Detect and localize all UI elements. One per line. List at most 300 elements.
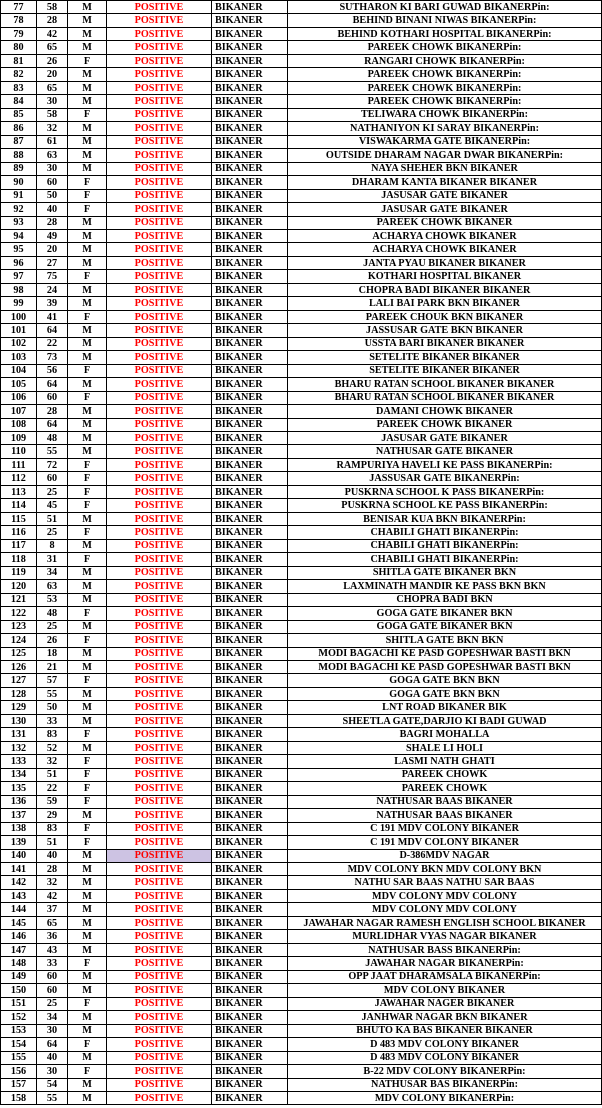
table-row bbox=[1, 957, 602, 970]
serial-number-cell: 113 bbox=[1, 485, 37, 498]
age-cell: 52 bbox=[37, 741, 68, 754]
serial-number-cell: 117 bbox=[1, 539, 37, 552]
gender-cell: F bbox=[68, 607, 107, 620]
address-cell: GOGA GATE BKN BKN bbox=[288, 687, 602, 700]
district-cell: BIKANER bbox=[212, 324, 288, 337]
serial-number-cell: 149 bbox=[1, 970, 37, 983]
age-cell: 39 bbox=[37, 297, 68, 310]
age-cell: 27 bbox=[37, 256, 68, 269]
gender-cell: M bbox=[68, 943, 107, 956]
age-cell: 40 bbox=[37, 203, 68, 216]
result-cell: POSITIVE bbox=[107, 863, 212, 876]
serial-number-cell: 132 bbox=[1, 741, 37, 754]
result-cell: POSITIVE bbox=[107, 405, 212, 418]
gender-cell: M bbox=[68, 539, 107, 552]
table-row bbox=[1, 539, 602, 552]
district-cell: BIKANER bbox=[212, 957, 288, 970]
result-cell: POSITIVE bbox=[107, 1091, 212, 1104]
district-cell: BIKANER bbox=[212, 162, 288, 175]
age-cell: 25 bbox=[37, 620, 68, 633]
age-cell: 33 bbox=[37, 714, 68, 727]
address-cell: NAYA SHEHER BKN BIKANER bbox=[288, 162, 602, 175]
district-cell: BIKANER bbox=[212, 634, 288, 647]
district-cell: BIKANER bbox=[212, 984, 288, 997]
age-cell: 64 bbox=[37, 418, 68, 431]
result-cell: POSITIVE bbox=[107, 27, 212, 40]
serial-number-cell: 139 bbox=[1, 836, 37, 849]
gender-cell: F bbox=[68, 391, 107, 404]
address-cell: MDV COLONY BIKANER bbox=[288, 984, 602, 997]
table-row bbox=[1, 14, 602, 27]
gender-cell: F bbox=[68, 189, 107, 202]
age-cell: 32 bbox=[37, 755, 68, 768]
serial-number-cell: 124 bbox=[1, 634, 37, 647]
district-cell: BIKANER bbox=[212, 108, 288, 121]
gender-cell: M bbox=[68, 1051, 107, 1064]
age-cell: 64 bbox=[37, 324, 68, 337]
gender-cell: M bbox=[68, 849, 107, 862]
table-row bbox=[1, 930, 602, 943]
serial-number-cell: 128 bbox=[1, 687, 37, 700]
table-row bbox=[1, 1011, 602, 1024]
serial-number-cell: 151 bbox=[1, 997, 37, 1010]
serial-number-cell: 121 bbox=[1, 593, 37, 606]
age-cell: 50 bbox=[37, 701, 68, 714]
district-cell: BIKANER bbox=[212, 1, 288, 14]
gender-cell: F bbox=[68, 108, 107, 121]
serial-number-cell: 142 bbox=[1, 876, 37, 889]
address-cell: BHARU RATAN SCHOOL BIKANER BIKANER bbox=[288, 391, 602, 404]
age-cell: 60 bbox=[37, 970, 68, 983]
table-row bbox=[1, 95, 602, 108]
table-row bbox=[1, 809, 602, 822]
age-cell: 34 bbox=[37, 1011, 68, 1024]
serial-number-cell: 85 bbox=[1, 108, 37, 121]
district-cell: BIKANER bbox=[212, 499, 288, 512]
address-cell: SHALE LI HOLI bbox=[288, 741, 602, 754]
table-row bbox=[1, 81, 602, 94]
result-cell: POSITIVE bbox=[107, 889, 212, 902]
district-cell: BIKANER bbox=[212, 135, 288, 148]
district-cell: BIKANER bbox=[212, 1091, 288, 1104]
result-cell: POSITIVE bbox=[107, 1011, 212, 1024]
result-cell: POSITIVE bbox=[107, 337, 212, 350]
district-cell: BIKANER bbox=[212, 836, 288, 849]
gender-cell: M bbox=[68, 930, 107, 943]
address-cell: OUTSIDE DHARAM NAGAR DWAR BIKANERPin: bbox=[288, 149, 602, 162]
serial-number-cell: 133 bbox=[1, 755, 37, 768]
address-cell: PAREEK CHOWK BIKANER bbox=[288, 216, 602, 229]
address-cell: D 483 MDV COLONY BIKANER bbox=[288, 1038, 602, 1051]
serial-number-cell: 143 bbox=[1, 889, 37, 902]
result-cell: POSITIVE bbox=[107, 984, 212, 997]
district-cell: BIKANER bbox=[212, 1065, 288, 1078]
table-row bbox=[1, 391, 602, 404]
age-cell: 55 bbox=[37, 687, 68, 700]
table-row bbox=[1, 256, 602, 269]
result-cell: POSITIVE bbox=[107, 1078, 212, 1091]
table-row bbox=[1, 405, 602, 418]
result-cell: POSITIVE bbox=[107, 472, 212, 485]
result-cell: POSITIVE bbox=[107, 903, 212, 916]
table-row bbox=[1, 297, 602, 310]
patient-list-body bbox=[1, 1, 602, 1105]
district-cell: BIKANER bbox=[212, 472, 288, 485]
address-cell: MODI BAGACHI KE PASD GOPESHWAR BASTI BKN bbox=[288, 647, 602, 660]
address-cell: JASSUSAR GATE BIKANERPin: bbox=[288, 472, 602, 485]
result-cell: POSITIVE bbox=[107, 485, 212, 498]
gender-cell: M bbox=[68, 970, 107, 983]
district-cell: BIKANER bbox=[212, 14, 288, 27]
table-row bbox=[1, 822, 602, 835]
result-cell: POSITIVE bbox=[107, 1024, 212, 1037]
result-cell: POSITIVE bbox=[107, 458, 212, 471]
table-row bbox=[1, 876, 602, 889]
age-cell: 32 bbox=[37, 876, 68, 889]
result-cell: POSITIVE bbox=[107, 930, 212, 943]
address-cell: JASSUSAR GATE BKN BIKANER bbox=[288, 324, 602, 337]
address-cell: NATHUSAR BAAS BIKANER bbox=[288, 809, 602, 822]
address-cell: TELIWARA CHOWK BIKANERPin: bbox=[288, 108, 602, 121]
gender-cell: F bbox=[68, 674, 107, 687]
district-cell: BIKANER bbox=[212, 122, 288, 135]
serial-number-cell: 101 bbox=[1, 324, 37, 337]
table-row bbox=[1, 499, 602, 512]
address-cell: JASUSAR GATE BIKANER bbox=[288, 432, 602, 445]
gender-cell: M bbox=[68, 122, 107, 135]
age-cell: 28 bbox=[37, 14, 68, 27]
age-cell: 34 bbox=[37, 566, 68, 579]
result-cell: POSITIVE bbox=[107, 391, 212, 404]
gender-cell: F bbox=[68, 1065, 107, 1078]
gender-cell: M bbox=[68, 324, 107, 337]
district-cell: BIKANER bbox=[212, 95, 288, 108]
gender-cell: M bbox=[68, 351, 107, 364]
serial-number-cell: 86 bbox=[1, 122, 37, 135]
result-cell: POSITIVE bbox=[107, 809, 212, 822]
table-row bbox=[1, 364, 602, 377]
address-cell: ACHARYA CHOWK BIKANER bbox=[288, 229, 602, 242]
age-cell: 83 bbox=[37, 728, 68, 741]
serial-number-cell: 152 bbox=[1, 1011, 37, 1024]
gender-cell: M bbox=[68, 916, 107, 929]
address-cell: SUTHARON KI BARI GUWAD BIKANERPin: bbox=[288, 1, 602, 14]
serial-number-cell: 127 bbox=[1, 674, 37, 687]
age-cell: 57 bbox=[37, 674, 68, 687]
age-cell: 8 bbox=[37, 539, 68, 552]
result-cell: POSITIVE bbox=[107, 741, 212, 754]
table-row bbox=[1, 836, 602, 849]
result-cell: POSITIVE bbox=[107, 916, 212, 929]
gender-cell: M bbox=[68, 512, 107, 525]
address-cell: SHITLA GATE BIKANER BKN bbox=[288, 566, 602, 579]
result-cell: POSITIVE bbox=[107, 997, 212, 1010]
serial-number-cell: 102 bbox=[1, 337, 37, 350]
serial-number-cell: 111 bbox=[1, 458, 37, 471]
age-cell: 37 bbox=[37, 903, 68, 916]
age-cell: 61 bbox=[37, 135, 68, 148]
gender-cell: M bbox=[68, 1024, 107, 1037]
result-cell: POSITIVE bbox=[107, 324, 212, 337]
table-row bbox=[1, 970, 602, 983]
district-cell: BIKANER bbox=[212, 728, 288, 741]
district-cell: BIKANER bbox=[212, 68, 288, 81]
district-cell: BIKANER bbox=[212, 512, 288, 525]
table-row bbox=[1, 1024, 602, 1037]
age-cell: 25 bbox=[37, 997, 68, 1010]
result-cell: POSITIVE bbox=[107, 445, 212, 458]
serial-number-cell: 116 bbox=[1, 526, 37, 539]
result-cell: POSITIVE bbox=[107, 189, 212, 202]
district-cell: BIKANER bbox=[212, 647, 288, 660]
gender-cell: F bbox=[68, 634, 107, 647]
district-cell: BIKANER bbox=[212, 391, 288, 404]
serial-number-cell: 92 bbox=[1, 203, 37, 216]
district-cell: BIKANER bbox=[212, 485, 288, 498]
serial-number-cell: 136 bbox=[1, 795, 37, 808]
age-cell: 64 bbox=[37, 1038, 68, 1051]
table-row bbox=[1, 687, 602, 700]
result-cell: POSITIVE bbox=[107, 297, 212, 310]
result-cell: POSITIVE bbox=[107, 512, 212, 525]
result-cell: POSITIVE bbox=[107, 728, 212, 741]
result-cell: POSITIVE bbox=[107, 687, 212, 700]
district-cell: BIKANER bbox=[212, 795, 288, 808]
district-cell: BIKANER bbox=[212, 916, 288, 929]
address-cell: D 483 MDV COLONY BIKANER bbox=[288, 1051, 602, 1064]
gender-cell: F bbox=[68, 54, 107, 67]
age-cell: 72 bbox=[37, 458, 68, 471]
result-cell: POSITIVE bbox=[107, 203, 212, 216]
serial-number-cell: 157 bbox=[1, 1078, 37, 1091]
age-cell: 30 bbox=[37, 1065, 68, 1078]
age-cell: 64 bbox=[37, 378, 68, 391]
age-cell: 60 bbox=[37, 176, 68, 189]
result-cell: POSITIVE bbox=[107, 176, 212, 189]
district-cell: BIKANER bbox=[212, 863, 288, 876]
address-cell: USSTA BARI BIKANER BIKANER bbox=[288, 337, 602, 350]
table-row bbox=[1, 849, 602, 862]
table-row bbox=[1, 566, 602, 579]
gender-cell: F bbox=[68, 364, 107, 377]
gender-cell: F bbox=[68, 176, 107, 189]
district-cell: BIKANER bbox=[212, 553, 288, 566]
district-cell: BIKANER bbox=[212, 970, 288, 983]
address-cell: RAMPURIYA HAVELI KE PASS BIKANERPin: bbox=[288, 458, 602, 471]
result-cell: POSITIVE bbox=[107, 593, 212, 606]
address-cell: MDV COLONY MDV COLONY bbox=[288, 903, 602, 916]
result-cell: POSITIVE bbox=[107, 243, 212, 256]
gender-cell: M bbox=[68, 14, 107, 27]
address-cell: C 191 MDV COLONY BIKANER bbox=[288, 836, 602, 849]
gender-cell: F bbox=[68, 270, 107, 283]
serial-number-cell: 131 bbox=[1, 728, 37, 741]
district-cell: BIKANER bbox=[212, 607, 288, 620]
table-row bbox=[1, 701, 602, 714]
table-row bbox=[1, 270, 602, 283]
serial-number-cell: 107 bbox=[1, 405, 37, 418]
serial-number-cell: 150 bbox=[1, 984, 37, 997]
serial-number-cell: 110 bbox=[1, 445, 37, 458]
serial-number-cell: 135 bbox=[1, 782, 37, 795]
address-cell: JAWAHAR NAGAR BIKANERPin: bbox=[288, 957, 602, 970]
serial-number-cell: 79 bbox=[1, 27, 37, 40]
district-cell: BIKANER bbox=[212, 876, 288, 889]
address-cell: NATHUSAR BAAS BIKANER bbox=[288, 795, 602, 808]
serial-number-cell: 81 bbox=[1, 54, 37, 67]
district-cell: BIKANER bbox=[212, 351, 288, 364]
serial-number-cell: 112 bbox=[1, 472, 37, 485]
age-cell: 55 bbox=[37, 1091, 68, 1104]
gender-cell: M bbox=[68, 283, 107, 296]
gender-cell: F bbox=[68, 499, 107, 512]
table-row bbox=[1, 458, 602, 471]
age-cell: 50 bbox=[37, 189, 68, 202]
serial-number-cell: 140 bbox=[1, 849, 37, 862]
district-cell: BIKANER bbox=[212, 1011, 288, 1024]
age-cell: 42 bbox=[37, 27, 68, 40]
address-cell: SHITLA GATE BKN BKN bbox=[288, 634, 602, 647]
serial-number-cell: 144 bbox=[1, 903, 37, 916]
table-row bbox=[1, 903, 602, 916]
serial-number-cell: 84 bbox=[1, 95, 37, 108]
age-cell: 48 bbox=[37, 607, 68, 620]
table-row bbox=[1, 243, 602, 256]
result-cell: POSITIVE bbox=[107, 216, 212, 229]
serial-number-cell: 122 bbox=[1, 607, 37, 620]
district-cell: BIKANER bbox=[212, 216, 288, 229]
age-cell: 51 bbox=[37, 768, 68, 781]
address-cell: ACHARYA CHOWK BIKANER bbox=[288, 243, 602, 256]
gender-cell: M bbox=[68, 337, 107, 350]
district-cell: BIKANER bbox=[212, 364, 288, 377]
serial-number-cell: 106 bbox=[1, 391, 37, 404]
table-row bbox=[1, 108, 602, 121]
age-cell: 41 bbox=[37, 310, 68, 323]
result-cell: POSITIVE bbox=[107, 647, 212, 660]
table-row bbox=[1, 324, 602, 337]
district-cell: BIKANER bbox=[212, 741, 288, 754]
age-cell: 65 bbox=[37, 916, 68, 929]
table-row bbox=[1, 216, 602, 229]
result-cell: POSITIVE bbox=[107, 1, 212, 14]
gender-cell: F bbox=[68, 836, 107, 849]
district-cell: BIKANER bbox=[212, 270, 288, 283]
address-cell: MODI BAGACHI KE PASD GOPESHWAR BASTI BKN bbox=[288, 660, 602, 673]
address-cell: NATHUSAR BASS BIKANERPin: bbox=[288, 943, 602, 956]
table-row bbox=[1, 203, 602, 216]
gender-cell: M bbox=[68, 1078, 107, 1091]
serial-number-cell: 126 bbox=[1, 660, 37, 673]
result-cell: POSITIVE bbox=[107, 768, 212, 781]
district-cell: BIKANER bbox=[212, 943, 288, 956]
table-row bbox=[1, 580, 602, 593]
age-cell: 58 bbox=[37, 1, 68, 14]
age-cell: 28 bbox=[37, 216, 68, 229]
age-cell: 28 bbox=[37, 863, 68, 876]
age-cell: 59 bbox=[37, 795, 68, 808]
table-row bbox=[1, 660, 602, 673]
address-cell: PAREEK CHOWK BIKANER bbox=[288, 418, 602, 431]
gender-cell: M bbox=[68, 1091, 107, 1104]
district-cell: BIKANER bbox=[212, 337, 288, 350]
table-row bbox=[1, 27, 602, 40]
age-cell: 26 bbox=[37, 634, 68, 647]
age-cell: 18 bbox=[37, 647, 68, 660]
result-cell: POSITIVE bbox=[107, 849, 212, 862]
gender-cell: M bbox=[68, 741, 107, 754]
district-cell: BIKANER bbox=[212, 997, 288, 1010]
address-cell: LALI BAI PARK BKN BIKANER bbox=[288, 297, 602, 310]
result-cell: POSITIVE bbox=[107, 714, 212, 727]
age-cell: 40 bbox=[37, 1051, 68, 1064]
age-cell: 49 bbox=[37, 229, 68, 242]
table-row bbox=[1, 162, 602, 175]
district-cell: BIKANER bbox=[212, 243, 288, 256]
serial-number-cell: 90 bbox=[1, 176, 37, 189]
address-cell: PAREEK CHOUK BKN BIKANER bbox=[288, 310, 602, 323]
result-cell: POSITIVE bbox=[107, 364, 212, 377]
district-cell: BIKANER bbox=[212, 903, 288, 916]
gender-cell: M bbox=[68, 256, 107, 269]
result-cell: POSITIVE bbox=[107, 54, 212, 67]
district-cell: BIKANER bbox=[212, 768, 288, 781]
result-cell: POSITIVE bbox=[107, 1038, 212, 1051]
result-cell: POSITIVE bbox=[107, 351, 212, 364]
serial-number-cell: 153 bbox=[1, 1024, 37, 1037]
age-cell: 63 bbox=[37, 580, 68, 593]
gender-cell: F bbox=[68, 526, 107, 539]
result-cell: POSITIVE bbox=[107, 95, 212, 108]
district-cell: BIKANER bbox=[212, 849, 288, 862]
gender-cell: M bbox=[68, 876, 107, 889]
gender-cell: M bbox=[68, 216, 107, 229]
serial-number-cell: 130 bbox=[1, 714, 37, 727]
result-cell: POSITIVE bbox=[107, 957, 212, 970]
serial-number-cell: 125 bbox=[1, 647, 37, 660]
gender-cell: M bbox=[68, 687, 107, 700]
table-row bbox=[1, 310, 602, 323]
result-cell: POSITIVE bbox=[107, 1051, 212, 1064]
table-row bbox=[1, 620, 602, 633]
age-cell: 48 bbox=[37, 432, 68, 445]
age-cell: 60 bbox=[37, 472, 68, 485]
serial-number-cell: 118 bbox=[1, 553, 37, 566]
table-row bbox=[1, 526, 602, 539]
address-cell: PAREEK CHOWK bbox=[288, 768, 602, 781]
age-cell: 56 bbox=[37, 364, 68, 377]
gender-cell: F bbox=[68, 203, 107, 216]
table-row bbox=[1, 593, 602, 606]
age-cell: 43 bbox=[37, 943, 68, 956]
serial-number-cell: 91 bbox=[1, 189, 37, 202]
address-cell: LAXMINATH MANDIR KE PASS BKN BKN bbox=[288, 580, 602, 593]
result-cell: POSITIVE bbox=[107, 822, 212, 835]
address-cell: PAREEK CHOWK BIKANERPin: bbox=[288, 81, 602, 94]
district-cell: BIKANER bbox=[212, 580, 288, 593]
age-cell: 40 bbox=[37, 849, 68, 862]
address-cell: LNT ROAD BIKANER BIK bbox=[288, 701, 602, 714]
address-cell: PUSKRNA SCHOOL KE PASS BIKANERPin: bbox=[288, 499, 602, 512]
gender-cell: M bbox=[68, 432, 107, 445]
address-cell: BHUTO KA BAS BIKANER BIKANER bbox=[288, 1024, 602, 1037]
gender-cell: F bbox=[68, 957, 107, 970]
gender-cell: M bbox=[68, 580, 107, 593]
age-cell: 42 bbox=[37, 889, 68, 902]
gender-cell: M bbox=[68, 297, 107, 310]
table-row bbox=[1, 674, 602, 687]
serial-number-cell: 146 bbox=[1, 930, 37, 943]
